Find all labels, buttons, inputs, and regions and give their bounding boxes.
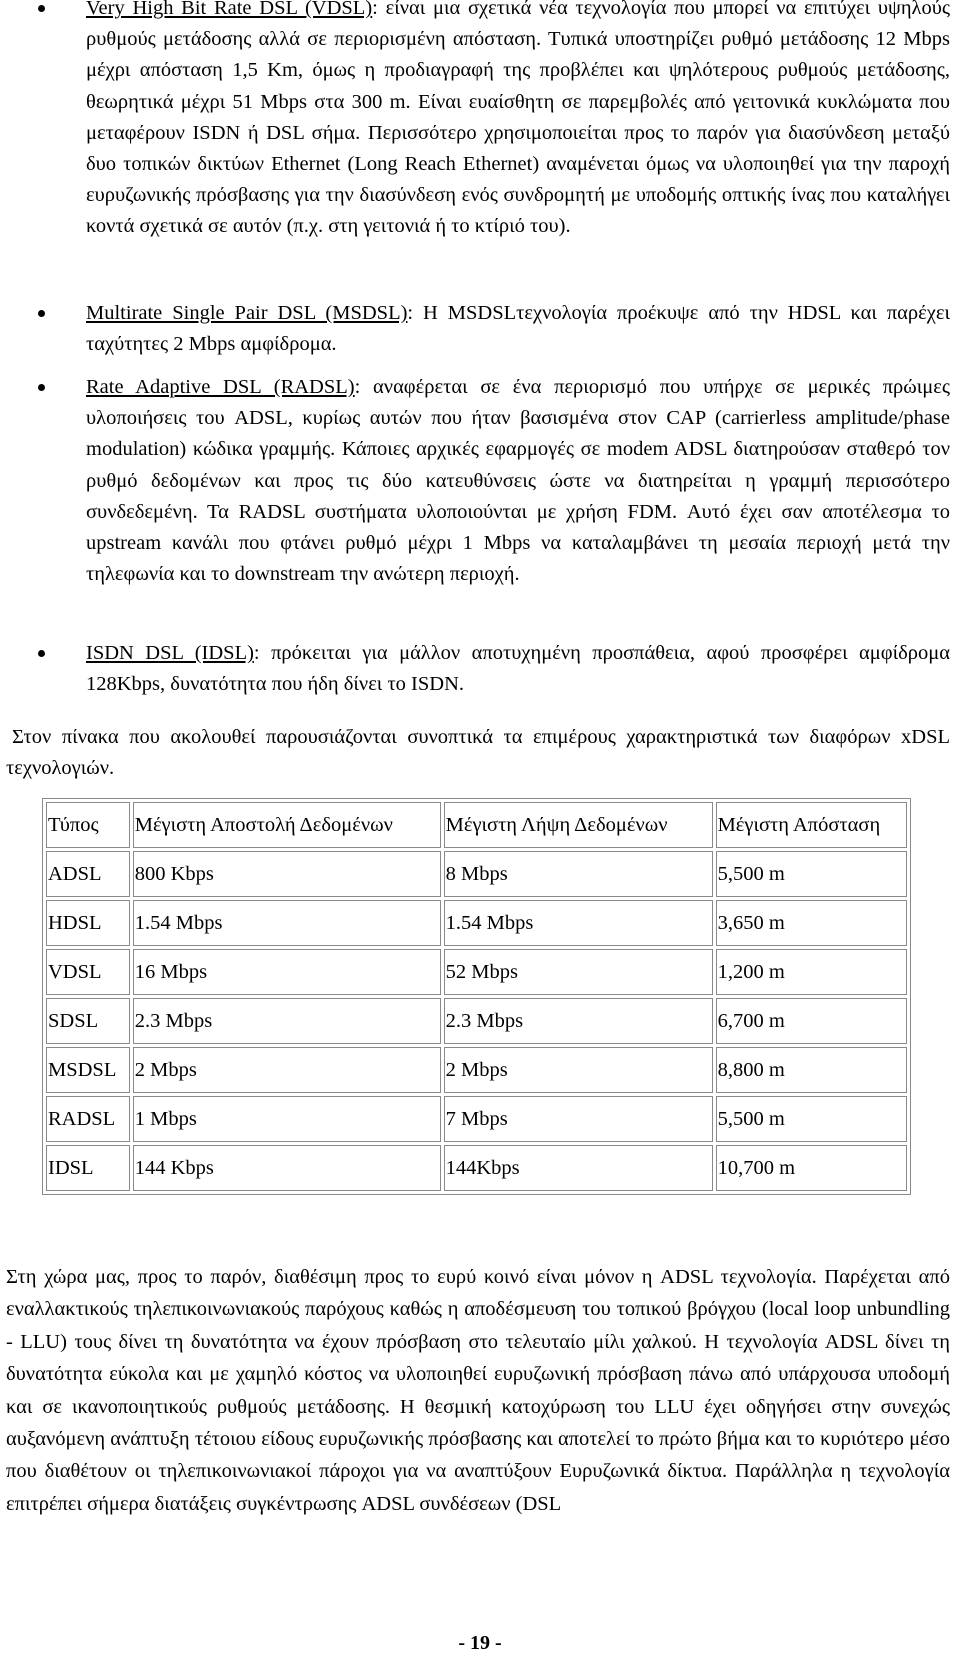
closing-paragraph: Στη χώρα μας, προς το παρόν, διαθέσιμη προς το ευρύ κοινό είναι μόνον η ADSL τεχνολογία. Παρέχεται από εναλλακτικούς τηλεπικοινωνιακούς παρόχους καθώς η αποδέσμευση του τοπικού βρόγχου (local loop unbundling - LLU) τους δίνει τη δυνατότητα να έχουν πρόσβαση στο τελευταίο μίλι χαλκού. Η τεχνολογία ADSL δίνει τη δυνατότητα εύκολα και με χαμηλό κόστος να υλοποιηθεί ευρυζωνική πρόσβαση πάνω από υπάρχουσα υποδομή και σε ικανοποιητικούς ρυθμούς μετάδοσης. Η θεσμική κατοχύρωση του LLU έχει οδηγήσει στην συνεχώς αυξανόμενη ανάπτυξη τέτοιου είδους ευρυζωνικής πρόσβασης και αποτελεί το πρώτο βήμα και το κυριότερο μέσο που διαθέτουν οι τηλεπικοινωνιακοί πάροχοι για να αναπτύξουν Ευρυζωνικά δίκτυα. Παράλληλα η τεχνολογία επιτρέπει σήμερα διατάξεις συγκέντρωσης ADSL συνδέσεων (DSL bbox=[6, 1266, 950, 1515]
table-cell: 6,700 m bbox=[716, 998, 907, 1044]
bullet-vdsl bbox=[86, 0, 950, 243]
table-cell: RADSL bbox=[46, 1096, 130, 1142]
table-cell: 3,650 m bbox=[716, 900, 907, 946]
bullet-term: ISDN DSL (IDSL) bbox=[86, 642, 254, 664]
header-cell-download: Μέγιστη Λήψη Δεδομένων bbox=[444, 802, 713, 848]
table-cell: 2 Mbps bbox=[444, 1047, 713, 1093]
table-row bbox=[46, 949, 907, 995]
table-cell: 144Kbps bbox=[444, 1145, 713, 1191]
table-cell: 144 Kbps bbox=[133, 1145, 441, 1191]
table-cell: 1.54 Mbps bbox=[444, 900, 713, 946]
intro-paragraph bbox=[6, 722, 950, 784]
table-cell: 5,500 m bbox=[716, 1096, 907, 1142]
bullet-dot-icon bbox=[38, 650, 45, 657]
bullet-dot-icon bbox=[38, 384, 45, 391]
bullet-radsl bbox=[86, 372, 950, 590]
bullet-text: : αναφέρεται σε ένα περιορισμό που υπήρχε σε μερικές πρώιμες υλοποιήσεις του ADSL, κυρίως αυτών που ήταν βασισμένα στον CAP (carrierless amplitude/phase modulation) κώδικα γραμμής. Κάποιες αρχικές εφαρμογές σε modem ADSL διατηρούσαν σταθερό τον ρυθμό δεδομένων και προς τις δύο κατευθύνσεις ώστε να διατηρείται η γραμμή περισσότερο συνδεδεμένη. Τα RADSL συστήματα υλοποιούνται με χρήση FDM. Αυτό έχει σαν αποτέλεσμα το upstream κανάλι που φτάνει ρυθμό μέχρι 1 Mbps να καταλαμβάνει τη μεσαία περιοχή μετά την τηλεφωνία και το downstream την ανώτερη περιοχή. bbox=[86, 376, 951, 586]
table-cell: MSDSL bbox=[46, 1047, 130, 1093]
table-cell: ADSL bbox=[46, 851, 130, 897]
table-cell: HDSL bbox=[46, 900, 130, 946]
bullet-text: : είναι μια σχετικά νέα τεχνολογία που μπορεί να επιτύχει υψηλούς ρυθμούς μετάδοσης αλλά σε περιορισμένη απόσταση. Τυπικά υποστηρίζει ρυθμό μετάδοσης 12 Mbps μέχρι απόσταση 1,5 Km, όμως η προδιαγραφή της προβλέπει και ψηλότερους ρυθμούς μετάδοσης, θεωρητικά μέχρι 51 Mbps στα 300 m. Είναι ευαίσθητη σε παρεμβολές από γειτονικά κυκλώματα που μεταφέρουν ISDN ή DSL σήμα. Περισσότερο χρησιμοποιείται προς το παρόν για διασύνδεση μεταξύ δυο τοπικών δικτύων Ethernet (Long Reach Ethernet) αναμένεται όμως να υλοποιηθεί για την παροχή ευρυζωνικής πρόσβασης για την διασύνδεση ενός συνδρομητή με υποδομής οπτικής ίνας που καταλήγει κοντά σχετικά σε αυτόν (π.χ. στη γειτονιά ή το κτίριό του). bbox=[86, 0, 950, 238]
table-cell: IDSL bbox=[46, 1145, 130, 1191]
table-row bbox=[46, 851, 907, 897]
header-cell-type: Τύπος bbox=[46, 802, 130, 848]
table-cell: 8,800 m bbox=[716, 1047, 907, 1093]
bullet-text: : Η MSDSLτεχνολογία προέκυψε από την HDSL και παρέχει ταχύτητες 2 Mbps αμφίδρομα. bbox=[86, 302, 950, 356]
bullet-dot-icon bbox=[38, 5, 45, 12]
bullet-idsl bbox=[86, 638, 950, 700]
bullet-text: : πρόκειται για μάλλον αποτυχημένη προσπάθεια, αφού προσφέρει αμφίδρομα 128Kbps, δυνατότητα που ήδη δίνει το ISDN. bbox=[86, 642, 950, 696]
table-row bbox=[46, 900, 907, 946]
header-cell-upload: Μέγιστη Αποστολή Δεδομένων bbox=[133, 802, 441, 848]
table-cell: VDSL bbox=[46, 949, 130, 995]
page-number: - 19 - bbox=[458, 1632, 502, 1654]
xdsl-comparison-table bbox=[42, 798, 911, 1195]
table-cell: 2.3 Mbps bbox=[133, 998, 441, 1044]
table-cell: 1 Mbps bbox=[133, 1096, 441, 1142]
bullet-term: Rate Adaptive DSL (RADSL) bbox=[86, 376, 355, 398]
table-row bbox=[46, 1047, 907, 1093]
table-cell: 2 Mbps bbox=[133, 1047, 441, 1093]
table-row bbox=[46, 998, 907, 1044]
table-cell: 2.3 Mbps bbox=[444, 998, 713, 1044]
intro-text: Στον πίνακα που ακολουθεί παρουσιάζονται συνοπτικά τα επιμέρους χαρακτηριστικά των διαφόρων xDSL τεχνολογιών. bbox=[6, 726, 950, 780]
header-cell-distance: Μέγιστη Απόσταση bbox=[716, 802, 907, 848]
table-cell: 1,200 m bbox=[716, 949, 907, 995]
bullet-msdsl bbox=[86, 298, 950, 360]
table-cell: SDSL bbox=[46, 998, 130, 1044]
table-cell: 1.54 Mbps bbox=[133, 900, 441, 946]
bullet-term: Very High Bit Rate DSL (VDSL) bbox=[86, 0, 373, 19]
table-cell: 5,500 m bbox=[716, 851, 907, 897]
table-cell: 16 Mbps bbox=[133, 949, 441, 995]
table-cell: 10,700 m bbox=[716, 1145, 907, 1191]
table-cell: 8 Mbps bbox=[444, 851, 713, 897]
bullet-dot-icon bbox=[38, 310, 45, 317]
table-cell: 52 Mbps bbox=[444, 949, 713, 995]
table-cell: 7 Mbps bbox=[444, 1096, 713, 1142]
bullet-term: Multirate Single Pair DSL (MSDSL) bbox=[86, 302, 408, 324]
table-cell: 800 Kbps bbox=[133, 851, 441, 897]
table-header-row bbox=[46, 802, 907, 848]
table-row bbox=[46, 1145, 907, 1191]
table-row bbox=[46, 1096, 907, 1142]
